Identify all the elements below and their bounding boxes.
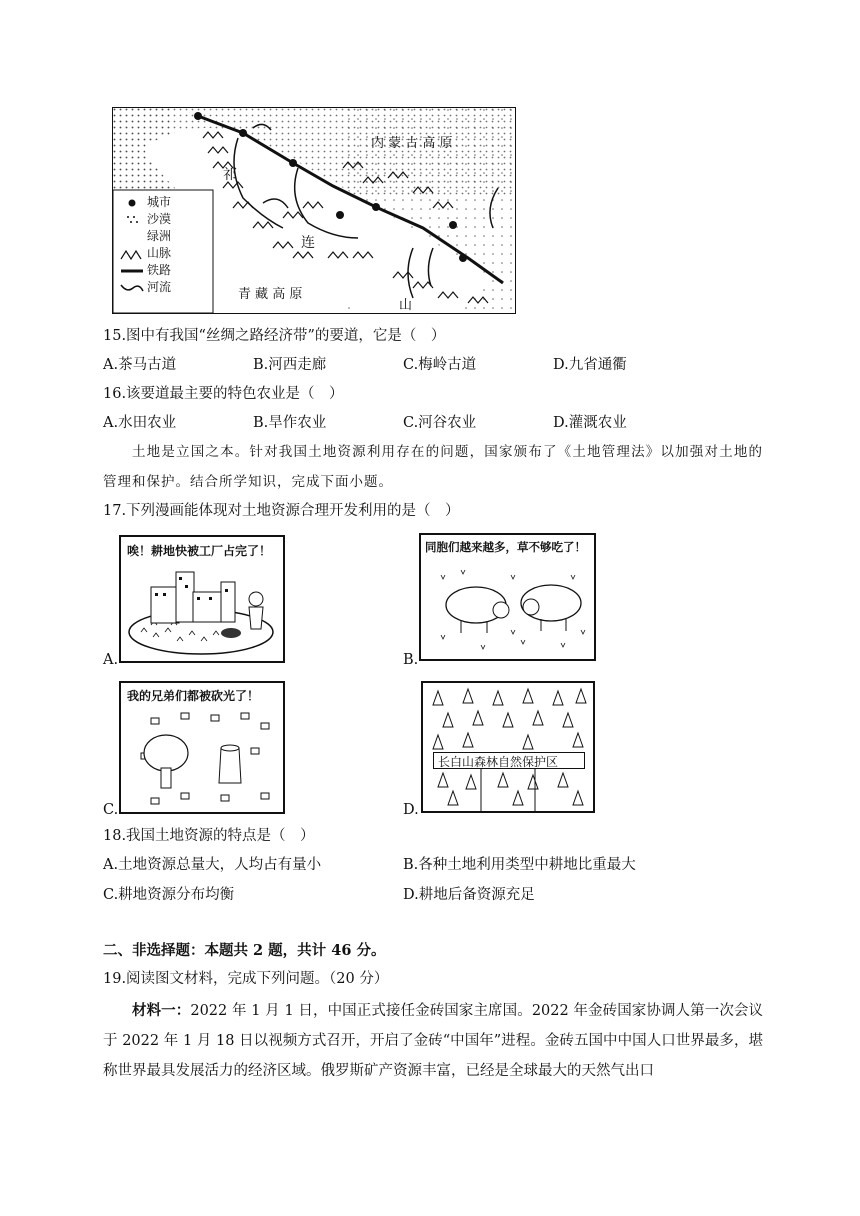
river-icon xyxy=(119,281,145,295)
hexi-corridor-map xyxy=(112,107,516,314)
land-intro-paragraph: 土地是立国之本。针对我国土地资源利用存在的问题，国家颁布了《土地管理法》以加强对土地的管理和保护。结合所学知识，完成下面小题。 xyxy=(103,444,763,490)
q16-option-b[interactable]: B.旱作农业 xyxy=(253,415,327,431)
cartoon-b-caption: 同胞们越来越多，草不够吃了！ xyxy=(425,540,586,554)
legend-oasis xyxy=(119,228,171,245)
legend-label: 城市 xyxy=(147,195,172,209)
legend-city xyxy=(119,194,171,211)
cartoon-c-drawing xyxy=(121,683,283,812)
q15-option-c[interactable]: C.梅岭古道 xyxy=(403,357,477,373)
q17-option-b-letter[interactable]: B. xyxy=(403,652,419,668)
legend-label: 铁路 xyxy=(147,263,172,277)
q18-option-a[interactable]: A.土地资源总量大，人均占有量小 xyxy=(103,857,322,873)
cartoon-b-drawing xyxy=(421,535,594,659)
cartoon-b-sheep-grassland[interactable] xyxy=(419,533,596,661)
cartoon-d-caption: 长白山森林自然保护区 xyxy=(438,755,559,769)
cartoon-d-nature-reserve[interactable] xyxy=(421,681,595,813)
q16-option-c[interactable]: C.河谷农业 xyxy=(403,415,477,431)
q16-stem: 16.该要道最主要的特色农业是（ ） xyxy=(103,386,344,402)
oasis-icon xyxy=(119,230,145,244)
legend-mountain xyxy=(119,245,171,262)
legend-desert xyxy=(119,211,171,228)
map-drawing xyxy=(113,108,515,313)
legend-label: 山脉 xyxy=(147,246,172,260)
legend-river xyxy=(119,279,171,296)
q18-option-d[interactable]: D.耕地后备资源充足 xyxy=(403,887,535,903)
cartoon-d-trees xyxy=(423,683,593,811)
label-qilian-3: 山 xyxy=(399,298,413,313)
q15-option-d[interactable]: D.九省通衢 xyxy=(553,357,627,373)
legend-label: 沙漠 xyxy=(147,212,172,226)
q18-option-b[interactable]: B.各种土地利用类型中耕地比重最大 xyxy=(403,857,636,873)
q15-option-b[interactable]: B.河西走廊 xyxy=(253,357,327,373)
city-dot-icon xyxy=(119,196,145,210)
label-inner-mongolia: 内 蒙 古 高 原 xyxy=(371,136,453,151)
material-one-label: 材料一： xyxy=(132,1002,191,1019)
section-2-title: 二、非选择题：本题共 2 题，共计 46 分。 xyxy=(103,942,386,959)
legend-railway xyxy=(119,262,171,279)
q17-option-c-letter[interactable]: C. xyxy=(103,802,119,818)
cartoon-c-caption: 我的兄弟们都被砍光了！ xyxy=(127,689,260,703)
q17-stem: 17.下列漫画能体现对土地资源合理开发利用的是（ ） xyxy=(103,503,460,519)
cartoon-a-factory-farmland[interactable] xyxy=(119,535,285,663)
q18-option-c[interactable]: C.耕地资源分布均衡 xyxy=(103,887,235,903)
cartoon-c-cut-forest[interactable] xyxy=(119,681,285,814)
cartoon-a-drawing xyxy=(121,537,283,661)
q16-option-a[interactable]: A.水田农业 xyxy=(103,415,177,431)
legend-label: 河流 xyxy=(147,280,172,294)
material-one-text: 2022 年 1 月 1 日，中国正式接任金砖国家主席国。2022 年金砖国家协调人第一次会议于 2022 年 1 月 18 日以视频方式召开，开启了金砖“中国年”进程。金砖五国中中国人口世界最多，堪称世界最具发展活力的经济区域。俄罗斯矿产资源丰富，已经是全球最大的天然气出口 xyxy=(103,1003,763,1079)
q17-option-a-letter[interactable]: A. xyxy=(103,652,119,668)
q17-option-d-letter[interactable]: D. xyxy=(403,802,419,818)
railway-icon xyxy=(119,264,145,278)
legend-label: 绿洲 xyxy=(147,229,172,243)
label-qingzang: 青 藏 高 原 xyxy=(238,287,303,302)
mountain-icon xyxy=(119,247,145,261)
q15-option-a[interactable]: A.茶马古道 xyxy=(103,357,177,373)
q19-material-one xyxy=(103,996,763,1086)
cartoon-a-caption: 唉！耕地快被工厂占完了！ xyxy=(127,544,272,558)
q15-stem: 15.图中有我国“丝绸之路经济带”的要道，它是（ ） xyxy=(103,328,446,344)
reserve-sign xyxy=(433,752,585,769)
q19-stem: 19.阅读图文材料，完成下列问题。（20 分） xyxy=(103,971,389,987)
q16-option-d[interactable]: D.灌溉农业 xyxy=(553,415,627,431)
label-qilian-1: 祁 xyxy=(223,167,237,183)
desert-dots-icon xyxy=(119,213,145,227)
q18-stem: 18.我国土地资源的特点是（ ） xyxy=(103,828,315,844)
label-qilian-2: 连 xyxy=(301,235,315,251)
